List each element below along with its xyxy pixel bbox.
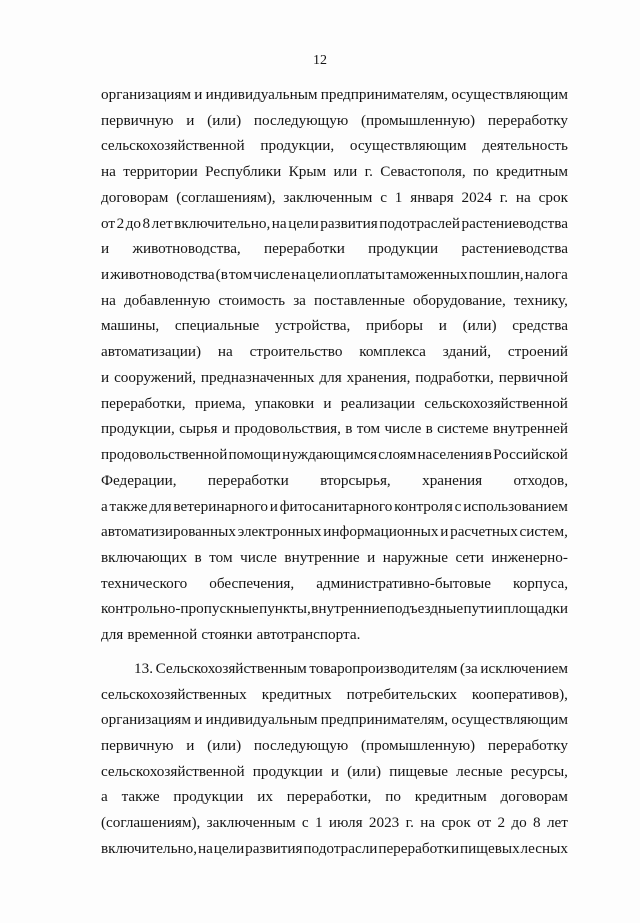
word: или bbox=[333, 163, 358, 181]
word: 2 bbox=[497, 814, 506, 832]
word: расчетных bbox=[450, 523, 518, 541]
word: сельскохозяйственной bbox=[101, 137, 245, 155]
word: переработки, bbox=[101, 394, 186, 412]
word: 1 bbox=[314, 814, 323, 832]
word: приборы bbox=[366, 317, 424, 335]
word: стоянки bbox=[201, 626, 253, 644]
word: заключенным bbox=[206, 814, 296, 832]
word: (в bbox=[215, 266, 228, 284]
word: внутренние bbox=[284, 548, 360, 566]
word: последующую bbox=[253, 737, 349, 754]
word: комплекса bbox=[359, 343, 426, 361]
word: на bbox=[101, 291, 116, 309]
word: включительно, bbox=[101, 839, 198, 857]
word: пункты, bbox=[259, 600, 311, 618]
word: переработку bbox=[487, 111, 568, 129]
word: на bbox=[101, 163, 116, 181]
word: первичной bbox=[498, 368, 568, 386]
word: Республики bbox=[205, 163, 282, 181]
word: подотрасли bbox=[303, 839, 378, 857]
word: организациям bbox=[101, 86, 192, 103]
word: также bbox=[109, 497, 148, 515]
word: Севастополя, bbox=[380, 163, 466, 181]
text-line bbox=[101, 291, 568, 311]
word: специальные bbox=[174, 317, 260, 335]
text-line bbox=[101, 394, 568, 414]
word: (соглашениям), bbox=[176, 188, 276, 206]
word: 13. bbox=[134, 659, 153, 677]
text-line bbox=[101, 599, 568, 619]
word: от bbox=[477, 814, 492, 832]
text-line bbox=[101, 471, 568, 491]
word: (соглашениям), bbox=[101, 814, 201, 832]
word: вторсырья, bbox=[320, 471, 391, 489]
text-line bbox=[101, 239, 568, 259]
word: до bbox=[511, 814, 527, 832]
word: приема, bbox=[194, 394, 246, 412]
word: предназначенных bbox=[200, 368, 315, 386]
word: том bbox=[209, 548, 233, 566]
word: продовольственной bbox=[101, 446, 228, 464]
word: отходов, bbox=[513, 471, 568, 489]
text-line bbox=[101, 368, 568, 388]
word: срок bbox=[538, 188, 568, 206]
word: технического bbox=[101, 574, 188, 592]
text-line bbox=[101, 548, 568, 568]
word: сооружений, bbox=[114, 368, 196, 386]
word: продукции bbox=[252, 762, 323, 780]
word: числе bbox=[253, 266, 291, 284]
word: срок bbox=[441, 814, 471, 832]
word: растениеводства bbox=[461, 240, 568, 258]
text-line bbox=[101, 188, 568, 208]
word: заключенным bbox=[283, 188, 373, 206]
text-line bbox=[101, 445, 568, 465]
word: цели bbox=[307, 266, 338, 284]
text-line bbox=[101, 214, 568, 234]
word: машины, bbox=[101, 317, 160, 335]
word: г. bbox=[499, 188, 509, 206]
word: внутренние bbox=[311, 600, 387, 618]
word: наружные bbox=[382, 548, 448, 566]
word: деятельность bbox=[482, 137, 568, 155]
word: обеспечения, bbox=[209, 574, 295, 592]
text-line bbox=[101, 685, 568, 705]
text-line bbox=[101, 574, 568, 594]
word: на bbox=[515, 188, 531, 206]
word: в bbox=[484, 446, 492, 464]
word: животноводства, bbox=[132, 240, 241, 258]
word: и bbox=[101, 266, 110, 284]
word: продукции, bbox=[260, 137, 335, 155]
word: и bbox=[186, 111, 195, 129]
word: строений bbox=[507, 343, 568, 361]
word: продукции bbox=[368, 240, 439, 258]
word: а bbox=[101, 788, 108, 806]
word: на bbox=[217, 343, 233, 361]
word: 2024 bbox=[461, 188, 492, 206]
word: числе bbox=[240, 548, 277, 566]
word: индивидуальным bbox=[205, 86, 318, 103]
word: и bbox=[101, 368, 110, 386]
page-number: 12 bbox=[313, 53, 327, 68]
word: переработки bbox=[207, 471, 289, 489]
word: помощи bbox=[228, 446, 281, 464]
word: реализации bbox=[340, 394, 416, 412]
word: товаропроизводителям bbox=[309, 659, 458, 677]
word: с bbox=[380, 188, 387, 206]
word: г. bbox=[405, 814, 414, 832]
word: подотраслей bbox=[379, 214, 460, 232]
text-line bbox=[101, 162, 568, 182]
word: на bbox=[197, 839, 213, 857]
word: на bbox=[420, 814, 436, 832]
word: переработки bbox=[378, 839, 460, 857]
word: г. bbox=[364, 163, 373, 181]
word: в bbox=[425, 420, 433, 438]
word: июля bbox=[328, 814, 363, 832]
text-line bbox=[101, 736, 568, 756]
word: и bbox=[440, 523, 449, 541]
word: Российской bbox=[493, 446, 568, 464]
word: (промышленную) bbox=[360, 737, 476, 754]
text-line bbox=[101, 316, 568, 336]
word: и bbox=[438, 317, 447, 335]
word: внутренней bbox=[492, 420, 568, 438]
word: осуществляющим bbox=[349, 137, 467, 155]
word: сельскохозяйственной bbox=[424, 394, 568, 412]
word: ресурсы, bbox=[510, 762, 568, 780]
word: слоям bbox=[378, 446, 417, 464]
word: том bbox=[356, 420, 381, 438]
word: упаковки bbox=[254, 394, 315, 412]
text-line bbox=[134, 659, 568, 679]
word: и bbox=[221, 420, 231, 438]
word: контрольно-пропускные bbox=[101, 600, 259, 618]
word: кооперативов), bbox=[471, 685, 568, 703]
word: по bbox=[472, 163, 489, 181]
word: предпринимателям, bbox=[320, 711, 449, 729]
word: до bbox=[125, 214, 142, 232]
word: 8 bbox=[142, 214, 151, 232]
word: по bbox=[385, 788, 401, 806]
word: продовольствия, bbox=[234, 420, 341, 438]
word: 1 bbox=[394, 188, 403, 206]
word: с bbox=[301, 814, 309, 832]
word: развития bbox=[245, 839, 303, 857]
word: пошлин, bbox=[468, 266, 524, 284]
word: хранения bbox=[422, 471, 483, 489]
word: цели bbox=[288, 214, 319, 232]
word: инженерно- bbox=[491, 548, 568, 566]
word: лесных bbox=[520, 839, 568, 857]
word: с bbox=[454, 497, 462, 515]
word: в bbox=[194, 548, 202, 566]
word: 2023 bbox=[368, 814, 400, 832]
word: 8 bbox=[533, 814, 541, 832]
text-line bbox=[101, 342, 568, 362]
word: исключением bbox=[480, 659, 568, 677]
word: автотранспорта. bbox=[256, 626, 361, 644]
word: от bbox=[101, 214, 116, 232]
word: для bbox=[319, 368, 342, 386]
word: продукции bbox=[173, 788, 244, 806]
word: включающих bbox=[101, 548, 188, 566]
word: кредитных bbox=[261, 685, 332, 703]
word: территории bbox=[123, 163, 198, 181]
word: административно-бытовые bbox=[316, 574, 491, 592]
word: последующую bbox=[253, 111, 349, 129]
word: переработки, bbox=[286, 788, 372, 806]
text-line bbox=[101, 762, 568, 782]
word: контроля bbox=[394, 497, 453, 515]
word: таможенных bbox=[386, 266, 468, 284]
word: сырья bbox=[179, 420, 218, 438]
word: кредитным bbox=[496, 163, 568, 181]
text-line bbox=[101, 813, 568, 833]
word: (или) bbox=[462, 317, 497, 335]
word: для bbox=[149, 497, 172, 515]
word: автоматизации) bbox=[101, 343, 202, 361]
word: пищевых bbox=[460, 839, 520, 857]
word: подъездные bbox=[386, 600, 464, 618]
word: Крым bbox=[288, 163, 327, 181]
word: электронных bbox=[237, 523, 322, 541]
word: переработки bbox=[264, 240, 345, 258]
word: (за bbox=[459, 659, 478, 677]
word: осуществляющим bbox=[451, 86, 568, 103]
word: животноводства bbox=[110, 266, 215, 284]
word: устройства, bbox=[274, 317, 351, 335]
word: (или) bbox=[347, 762, 382, 780]
word: и bbox=[494, 600, 503, 618]
word: том bbox=[228, 266, 253, 284]
word: и bbox=[186, 737, 195, 754]
word: налога bbox=[524, 266, 568, 284]
word: площадки bbox=[503, 600, 568, 618]
word: фитосанитарного bbox=[279, 497, 393, 515]
word: и bbox=[367, 548, 376, 566]
word: потребительских bbox=[346, 685, 457, 703]
word: сети bbox=[455, 548, 484, 566]
word: осуществляющим bbox=[451, 711, 568, 729]
word: систем, bbox=[519, 523, 568, 541]
word: добавленную bbox=[123, 291, 211, 309]
word: населения bbox=[417, 446, 484, 464]
word: пути bbox=[463, 600, 495, 618]
word: строительство bbox=[249, 343, 343, 361]
word: и bbox=[194, 86, 203, 103]
word: января bbox=[410, 188, 454, 206]
text-line bbox=[101, 497, 568, 517]
word: и bbox=[269, 497, 278, 515]
word: на bbox=[291, 266, 306, 284]
text-line bbox=[101, 111, 568, 131]
word: сельскохозяйственных bbox=[101, 685, 247, 703]
word: лесные bbox=[456, 762, 503, 780]
word: предпринимателям, bbox=[320, 86, 449, 103]
word: (или) bbox=[207, 111, 242, 129]
word: пищевые bbox=[389, 762, 449, 780]
word: средства bbox=[512, 317, 568, 335]
word: временной bbox=[127, 626, 198, 644]
text-line bbox=[101, 787, 568, 807]
word: а bbox=[101, 497, 108, 515]
word: и bbox=[330, 762, 339, 780]
word: Федерации, bbox=[101, 471, 177, 489]
word: и bbox=[194, 711, 203, 729]
word: (промышленную) bbox=[360, 111, 476, 129]
word: зданий, bbox=[442, 343, 492, 361]
word: сельскохозяйственной bbox=[101, 762, 245, 780]
text-line bbox=[101, 85, 568, 105]
word: продукции, bbox=[101, 420, 175, 438]
word: информационных bbox=[323, 523, 439, 541]
word: стоимость bbox=[218, 291, 286, 309]
word: автоматизированных bbox=[101, 523, 236, 541]
word: для bbox=[101, 626, 124, 644]
word: организациям bbox=[101, 711, 192, 729]
word: включительно, bbox=[174, 214, 271, 232]
word: на bbox=[271, 214, 287, 232]
word: также bbox=[121, 788, 160, 806]
word: развития bbox=[320, 214, 378, 232]
word: в bbox=[345, 420, 353, 438]
word: растениеводства bbox=[461, 214, 568, 232]
text-line bbox=[101, 710, 568, 730]
word: подработки, bbox=[415, 368, 494, 386]
word: технику, bbox=[513, 291, 568, 309]
text-line bbox=[101, 419, 568, 439]
word: за bbox=[293, 291, 306, 309]
word: поставленные bbox=[314, 291, 405, 309]
word: хранения, bbox=[346, 368, 411, 386]
word: первичную bbox=[101, 111, 174, 129]
word: оплаты bbox=[338, 266, 386, 284]
word: и bbox=[323, 394, 332, 412]
word: лет bbox=[546, 814, 568, 832]
word: переработку bbox=[487, 737, 568, 754]
word: системе bbox=[437, 420, 489, 438]
text-line bbox=[101, 265, 568, 285]
word: договорам bbox=[500, 788, 568, 806]
word: Сельскохозяйственным bbox=[155, 659, 307, 677]
text-line bbox=[101, 839, 568, 859]
word: ветеринарного bbox=[173, 497, 268, 515]
word: кредитным bbox=[414, 788, 487, 806]
word: договорам bbox=[101, 188, 169, 206]
word: 2 bbox=[116, 214, 125, 232]
word: корпуса, bbox=[513, 574, 568, 592]
word: лет bbox=[151, 214, 173, 232]
text-line bbox=[101, 625, 568, 645]
word: цели bbox=[213, 839, 245, 857]
word: первичную bbox=[101, 737, 174, 754]
word: нуждающимся bbox=[282, 446, 378, 464]
word: индивидуальным bbox=[205, 711, 318, 729]
text-line bbox=[101, 522, 568, 542]
word: оборудование, bbox=[413, 291, 506, 309]
word: их bbox=[257, 788, 273, 806]
word: числе bbox=[384, 420, 422, 438]
word: (или) bbox=[207, 737, 242, 754]
word: и bbox=[101, 240, 110, 258]
text-line bbox=[101, 136, 568, 156]
word: использованием bbox=[463, 497, 568, 515]
